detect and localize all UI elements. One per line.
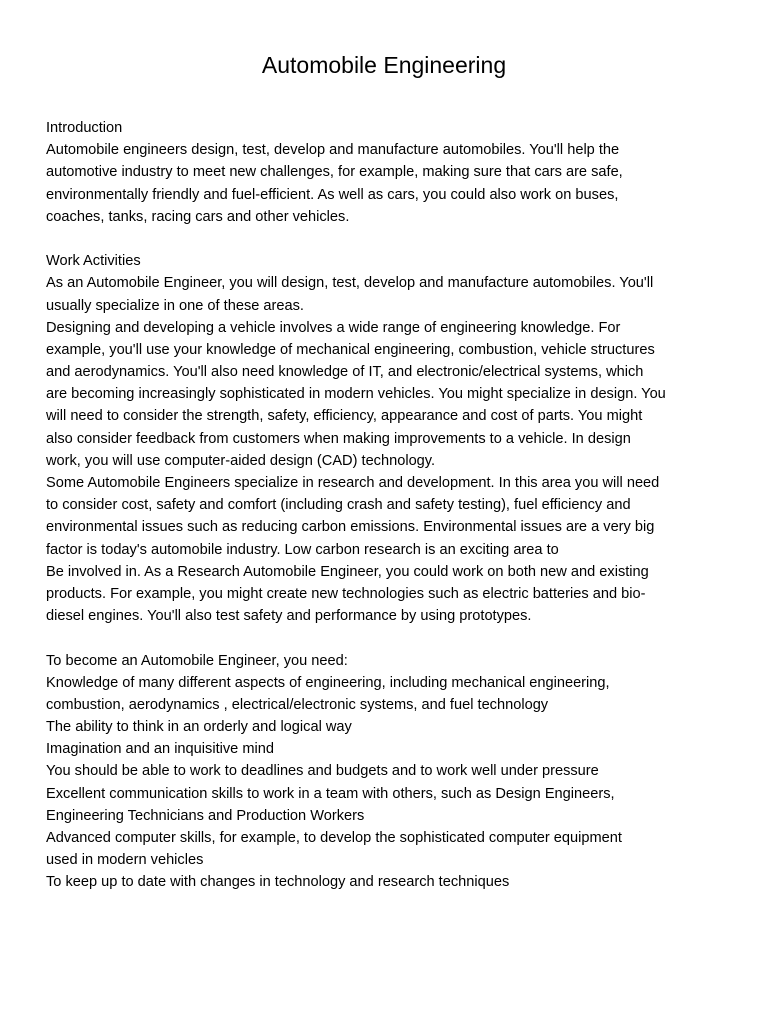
requirements-line: Excellent communication skills to work in a team with others, such as Design Engineers, bbox=[46, 785, 615, 802]
paragraph-gap bbox=[46, 627, 746, 649]
requirements-line: The ability to think in an orderly and logical way bbox=[46, 719, 352, 736]
introduction-line: environmentally friendly and fuel-efficient. As well as cars, you could also work on buses, bbox=[46, 186, 619, 203]
work-activities-line: As an Automobile Engineer, you will design, test, develop and manufacture automobiles. You'll bbox=[46, 275, 654, 292]
introduction-heading: Introduction bbox=[46, 120, 123, 136]
work-activities-line: to consider cost, safety and comfort (including crash and safety testing), fuel efficiency and bbox=[46, 497, 631, 514]
requirements-line: To keep up to date with changes in technology and research techniques bbox=[46, 874, 510, 891]
work-activities-line: example, you'll use your knowledge of mechanical engineering, combustion, vehicle structures bbox=[46, 341, 655, 358]
work-activities-line: environmental issues such as reducing carbon emissions. Environmental issues are a very big bbox=[46, 519, 655, 536]
requirements-line: You should be able to work to deadlines and budgets and to work well under pressure bbox=[46, 763, 599, 780]
requirements-section bbox=[46, 650, 746, 894]
requirements-line: Advanced computer skills, for example, to develop the sophisticated computer equipment bbox=[46, 830, 622, 846]
work-activities-line: Designing and developing a vehicle involves a wide range of engineering knowledge. For bbox=[46, 319, 621, 336]
requirements-line: used in modern vehicles bbox=[46, 852, 204, 869]
work-activities-line: will need to consider the strength, safety, efficiency, appearance and cost of parts. You might bbox=[46, 408, 643, 425]
document-body bbox=[46, 117, 746, 894]
requirements-heading: To become an Automobile Engineer, you need: bbox=[46, 652, 348, 669]
document-title: Automobile Engineering bbox=[261, 52, 507, 78]
work-activities-line: Be involved in. As a Research Automobile Engineer, you could work on both new and existing bbox=[46, 563, 649, 580]
introduction-section bbox=[46, 117, 746, 228]
work-activities-line: Some Automobile Engineers specialize in research and development. In this area you will need bbox=[46, 475, 660, 491]
work-activities-line: factor is today's automobile industry. Low carbon research is an exciting area to bbox=[46, 541, 559, 558]
work-activities-line: usually specialize in one of these areas. bbox=[46, 297, 304, 314]
work-activities-line: diesel engines. You'll also test safety and performance by using prototypes. bbox=[46, 608, 532, 625]
introduction-line: Automobile engineers design, test, develop and manufacture automobiles. You'll help the bbox=[46, 142, 620, 159]
introduction-line: coaches, tanks, racing cars and other vehicles. bbox=[46, 208, 350, 225]
requirements-line: Imagination and an inquisitive mind bbox=[46, 741, 274, 758]
paragraph-gap bbox=[46, 228, 746, 250]
work-activities-line: are becoming increasingly sophisticated in modern vehicles. You might specialize in design. You bbox=[46, 386, 666, 403]
requirements-line: combustion, aerodynamics , electrical/electronic systems, and fuel technology bbox=[46, 696, 549, 713]
introduction-line: automotive industry to meet new challenges, for example, making sure that cars are safe, bbox=[46, 164, 623, 181]
work-activities-section bbox=[46, 250, 746, 627]
requirements-line: Knowledge of many different aspects of engineering, including mechanical engineering, bbox=[46, 674, 610, 691]
requirements-line: Engineering Technicians and Production Workers bbox=[46, 807, 365, 824]
work-activities-line: also consider feedback from customers when making improvements to a vehicle. In design bbox=[46, 430, 631, 447]
work-activities-line: work, you will use computer-aided design (CAD) technology. bbox=[46, 452, 436, 469]
work-activities-line: products. For example, you might create new technologies such as electric batteries and bio- bbox=[46, 585, 646, 602]
work-activities-line: and aerodynamics. You'll also need knowledge of IT, and electronic/electrical systems, which bbox=[46, 364, 644, 381]
work-activities-heading: Work Activities bbox=[46, 253, 141, 270]
